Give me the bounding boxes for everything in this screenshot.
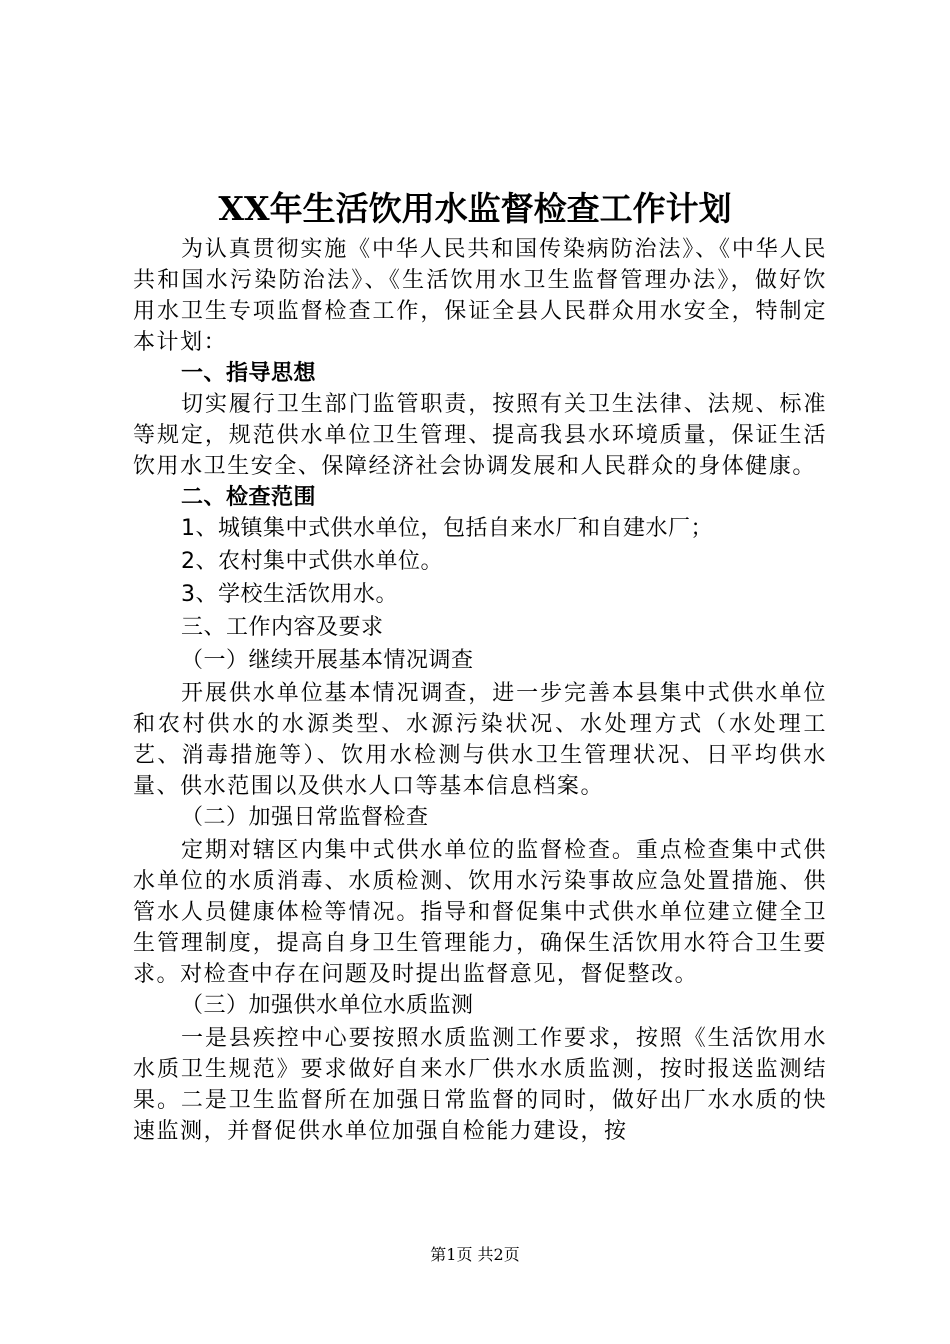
subsection-paragraph-basic-survey: 开展供水单位基本情况调查，进一步完善本县集中式供水单位和农村供水的水源类型、水源污染状况、水处理方式（水处理工艺、消毒措施等）、饮用水检测与供水卫生管理状况、日平均供水量、供水范围以及供水人口等基本信息档案。 (133, 681, 827, 799)
page-number-footer: 第1页 共2页 (430, 1245, 520, 1264)
scope-list-item: 3、学校生活饮用水。 (181, 582, 398, 607)
subsection-paragraph-water-quality-monitoring: 一是县疾控中心要按照水质监测工作要求，按照《生活饮用水水质卫生规范》要求做好自来水厂供水水质监测，按时报送监测结果。二是卫生监督所在加强日常监督的同时，做好出厂水水质的快速监测，并督促供水单位加强自检能力建设，按 (133, 1026, 827, 1144)
document-title: XX年生活饮用水监督检查工作计划 (218, 189, 732, 228)
section-paragraph-guiding-principle: 切实履行卫生部门监管职责，按照有关卫生法律、法规、标准等规定，规范供水单位卫生管理、提高我县水环境质量，保证生活饮用水卫生安全、保障经济社会协调发展和人民群众的身体健康。 (133, 392, 827, 479)
subsection-heading-daily-supervision: （二）加强日常监督检查 (181, 805, 429, 830)
scope-list-item: 1、城镇集中式供水单位，包括自来水厂和自建水厂； (181, 516, 713, 541)
subsection-paragraph-daily-supervision: 定期对辖区内集中式供水单位的监督检查。重点检查集中式供水单位的水质消毒、水质检测、饮用水污染事故应急处置措施、供管水人员健康体检等情况。指导和督促集中式供水单位建立健全卫生管理制度，提高自身卫生管理能力，确保生活饮用水符合卫生要求。对检查中存在问题及时提出监督意见，督促整改。 (133, 838, 827, 987)
subsection-heading-water-quality-monitoring: （三）加强供水单位水质监测 (181, 993, 474, 1018)
scope-list-item: 2、农村集中式供水单位。 (181, 549, 443, 574)
section-heading-work-content: 三、工作内容及要求 (181, 615, 384, 640)
document-body (133, 234, 827, 1147)
section-heading-inspection-scope: 二、检查范围 (181, 485, 317, 510)
subsection-heading-basic-survey: （一）继续开展基本情况调查 (181, 648, 474, 673)
section-heading-guiding-principle: 一、指导思想 (181, 361, 317, 386)
intro-paragraph: 为认真贯彻实施《中华人民共和国传染病防治法》、《中华人民共和国水污染防治法》、《生活饮用水卫生监督管理办法》，做好饮用水卫生专项监督检查工作，保证全县人民群众用水安全，特制定本计划： (133, 237, 827, 355)
